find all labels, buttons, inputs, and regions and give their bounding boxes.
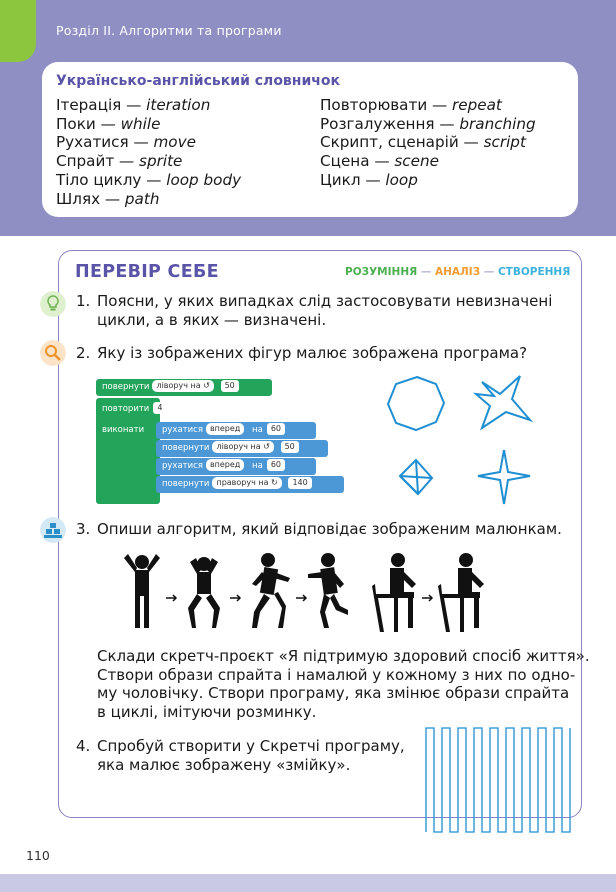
dict-entry: Скрипт, сценарій — script: [320, 133, 526, 152]
dict-entry: Цикл — loop: [320, 170, 418, 189]
question-4: 4. Спробуй створити у Скретчі програму, яка малює зображену «змійку».: [76, 737, 405, 774]
warmup-figures: [118, 548, 508, 636]
figure-4: [308, 553, 348, 628]
dict-entry: Поки — while: [56, 114, 161, 133]
snake-drawing: [422, 726, 572, 834]
dictionary-left-column: [56, 96, 241, 208]
dict-entry: Повторювати — repeat: [320, 96, 502, 114]
dictionary-title: Українсько-англійський словничок: [56, 73, 341, 89]
dict-entry: Ітерація — iteration: [56, 96, 211, 114]
pyramid-blocks-icon: [40, 517, 66, 543]
block-turn-left-50: повернути ліворуч на ↺ 50: [96, 379, 272, 396]
check-yourself-title: ПЕРЕВІР СЕБЕ: [75, 262, 219, 282]
dict-entry: Шлях — path: [56, 189, 160, 208]
four-point-star-shape: [476, 376, 530, 428]
sparkle-star-shape: [478, 450, 530, 504]
dict-entry: Рухатися — move: [56, 133, 196, 152]
level-analysis: АНАЛІЗ: [435, 266, 481, 278]
lightbulb-icon: [40, 291, 66, 317]
dict-entry: Спрайт — sprite: [56, 152, 183, 171]
block-move-60-second: рухатися вперед на 60: [156, 458, 316, 475]
block-turn-left-50-inner: повернути ліворуч на ↺ 50: [156, 440, 328, 457]
question-2: 2. Яку із зображених фігур малює зображена програма?: [76, 344, 528, 362]
figure-2: [188, 557, 220, 628]
figure-3: [252, 553, 290, 628]
page-number: 110: [26, 848, 50, 863]
dict-entry: Тіло циклу — loop body: [56, 170, 242, 189]
section-title: Розділ ІІ. Алгоритми та програми: [56, 23, 282, 38]
level-understanding: РОЗУМІННЯ: [345, 266, 418, 278]
footer-band: [0, 874, 616, 892]
question-3: 3. Опиши алгоритм, який відповідає зображеним малюнкам.: [76, 520, 562, 538]
scratch-program: [96, 376, 346, 504]
label-do: виконати: [102, 425, 145, 435]
question-1: 1. Поясни, у яких випадках слід застосовувати невизначені цикли, а в яких — визначені.: [76, 292, 553, 329]
question-3-task: Склади скретч-проєкт «Я підтримую здоровий спосіб життя». Створи образи спрайта і намалюй у кожному з них по одно- му чоловічку. Створи програму, яка змінює образи спрайта в циклі, імітуючи розминку.: [97, 647, 590, 722]
dictionary-card: [42, 62, 578, 217]
crossed-diamond-shape: [400, 460, 432, 494]
dict-entry: Сцена — scene: [320, 152, 439, 171]
magnifier-icon: [40, 340, 66, 366]
level-creation: СТВОРЕННЯ: [497, 266, 571, 278]
figure-1: [124, 554, 160, 628]
answer-shapes: [378, 368, 554, 510]
heptagon-shape: [388, 377, 444, 430]
skill-levels: РОЗУМІННЯ — АНАЛІЗ — СТВОРЕННЯ: [345, 266, 571, 278]
dictionary-right-column: [320, 96, 536, 190]
figure-5-seated: [372, 553, 416, 632]
dict-entry: Розгалуження — branching: [320, 114, 536, 133]
block-repeat: повторити 4 разів: [102, 403, 196, 414]
chapter-tab: [0, 0, 36, 62]
figure-6-seated: [438, 553, 484, 632]
block-turn-right-140: повернути праворуч на ↻ 140: [156, 476, 344, 493]
block-move-60: рухатися вперед на 60: [156, 422, 316, 439]
